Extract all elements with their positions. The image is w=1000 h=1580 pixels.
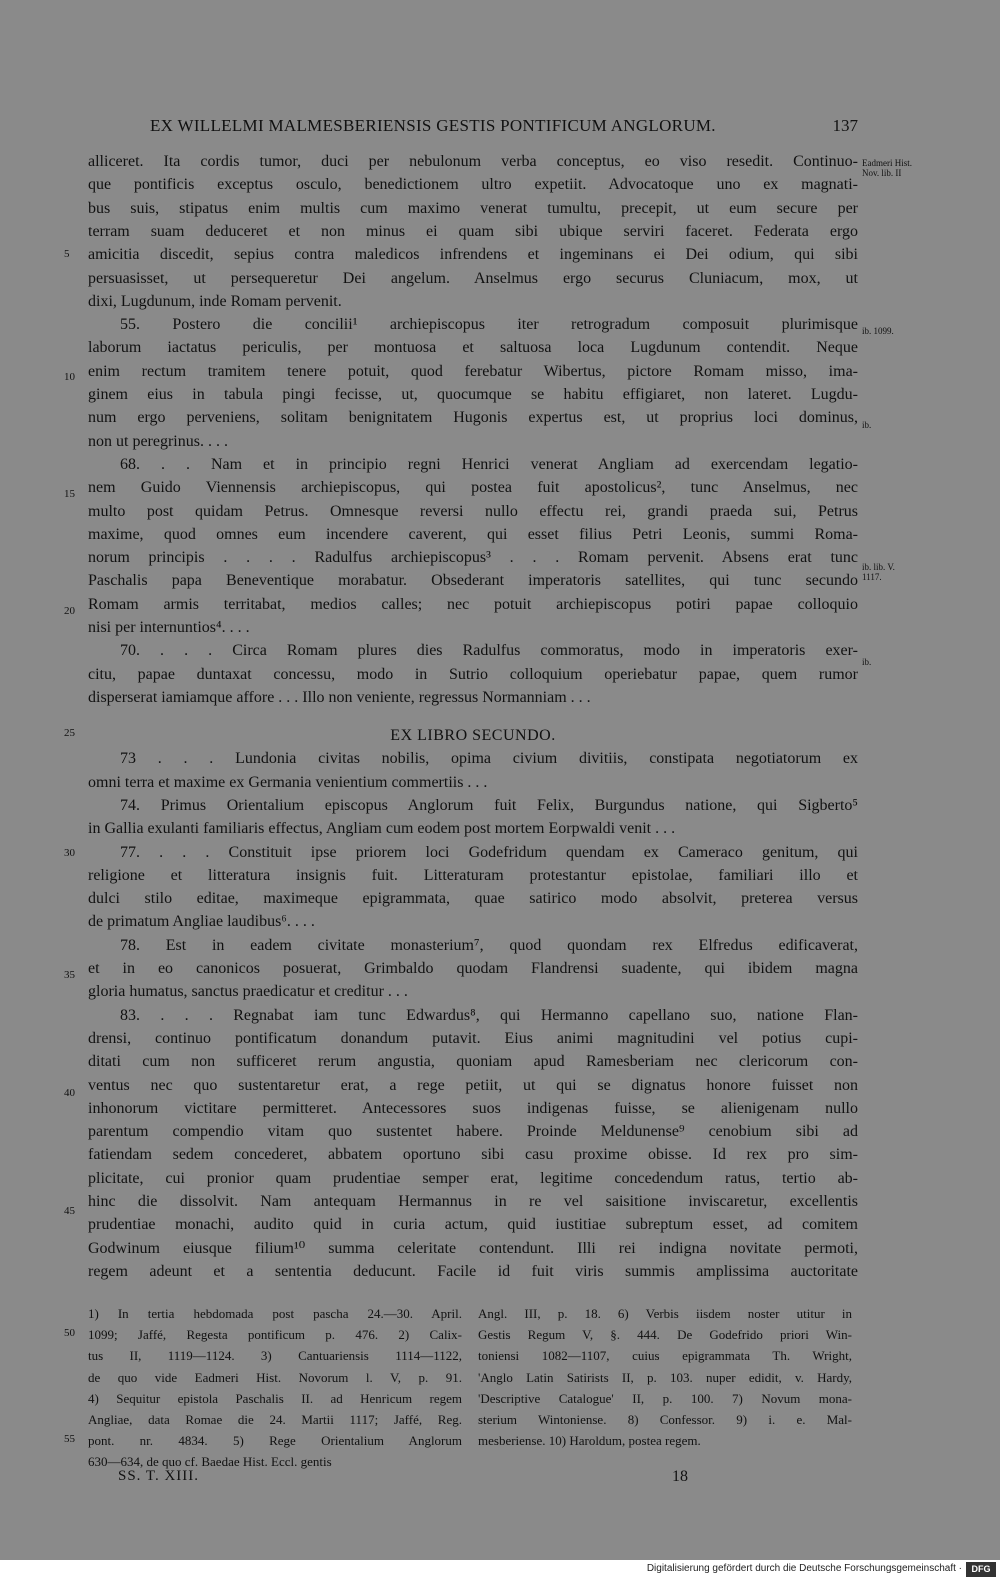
running-title: EX WILLELMI MALMESBERIENSIS GESTIS PONTIFICUM ANGLORUM. — [150, 116, 716, 135]
marginal-note: ib. 1099. — [862, 326, 894, 336]
marginal-note: ib. lib. V. 1117. — [862, 562, 895, 582]
footnote-line: 4) Sequitur epistola Paschalis II. ad Henricum regem — [88, 1390, 462, 1406]
text-line: num ergo perveniens, solitam benignitatem Hugonis expertus est, ut proprius loci dominus, — [88, 409, 858, 427]
line-number: 50 — [64, 1327, 75, 1339]
text-line: omni terra et maxime ex Germania venientium commertiis . . . — [88, 773, 488, 791]
text-line: et in eo canonicos posuerat, Grimbaldo quodam Flandrensi suadente, qui ibidem magna — [88, 960, 858, 977]
text-line: parentum compendio vitam quo sustentet habere. Proinde Meldunense⁹ cenobium sibi ad — [88, 1123, 858, 1141]
line-number: 20 — [64, 605, 75, 617]
footnote-line: toniensi 1082—1107, cuius epigrammata Th. Wright, — [478, 1348, 852, 1364]
text-line: maxime, quod omnes eum incendere caverent, qui esset filius Petri Leonis, summi Roma- — [88, 525, 858, 543]
text-line: de primatum Angliae laudibus⁶. . . . — [88, 913, 315, 931]
text-line: regem adeunt et a sententia deducunt. Facile id fuit viris summis amplissima auctoritate — [88, 1262, 858, 1280]
footnote-line: Angl. III, p. 18. 6) Verbis iisdem noster utitur in — [478, 1306, 852, 1321]
text-line: multo post quidam Petrus. Omnesque reversi nullo effectu rei, grandi praeda sui, Petrus — [88, 502, 858, 520]
line-number: 40 — [64, 1087, 75, 1099]
text-line: terram suam deduceret et non minus ei quam sibi ubique serviri faceret. Federata ergo — [88, 222, 858, 240]
footnote-line: tus II, 1119—1124. 3) Cantuariensis 1114—1122, — [88, 1348, 462, 1364]
text-line: disperserat iamiamque affore . . . Illo non veniente, regressus Normanniam . . . — [88, 688, 591, 706]
footnote-line: 1) In tertia hebdomada post pascha 24.—30. April. — [88, 1306, 462, 1321]
text-line: non ut peregrinus. . . . — [88, 432, 228, 450]
text-line: prudentiae monachi, audito quid in curia actum, quid iustitiae subreptum esset, ad comitem — [88, 1216, 858, 1234]
text-line: 70. . . . Circa Romam plures dies Radulfus commoratus, modo in imperatoris exer- — [120, 642, 858, 660]
marginal-note: Eadmeri Hist. Nov. lib. II — [862, 158, 912, 178]
text-line: 68. . . Nam et in principio regni Henrici venerat Angliam ad exercendam legatio- — [120, 455, 858, 473]
text-line: plicitate, cui pronior quam prudentiae semper erat, legitime concedendum ratus, tertio ab- — [88, 1169, 858, 1187]
text-line: Godwinum eiusque filium¹⁰ summa celeritate contendunt. Illi rei indigna novitate permoti, — [88, 1239, 858, 1257]
line-number: 5 — [64, 248, 70, 260]
text-line: Paschalis papa Beneventique morabatur. Obsederant imperatoris satellites, qui tunc secundo — [88, 572, 858, 590]
text-line: drensi, continuo pontificatum donandum putavit. Eius animi magnitudini vel potius cupi- — [88, 1029, 858, 1047]
text-line: fatiendam sedem concederet, abbatem oportuno sibi casu proxime obisse. Id rex pro sim- — [88, 1146, 858, 1164]
text-line: que pontificis exceptus osculo, benedictionem ultro expetiit. Advocatoque uno ex magnati- — [88, 176, 858, 194]
footnote-line: 'Descriptive Catalogue' II, p. 100. 7) Novum mona- — [478, 1390, 852, 1406]
footnote-line: mesberiense. 10) Haroldum, postea regem. — [478, 1433, 701, 1449]
text-line: ventus nec quo sustentaretur erat, a rege petiit, ut qui se dignatus honore fuisset non — [88, 1076, 858, 1094]
text-line: in Gallia exulanti familiaris effectus, Angliam cum eodem post mortem Eorpwaldi venit . . . — [88, 820, 676, 838]
text-line: Romam armis territabat, medios calles; nec potuit archiepiscopus potiri papae colloquio — [88, 595, 858, 613]
section-heading: EX LIBRO SECUNDO. — [390, 727, 556, 744]
digitization-bar — [0, 1560, 1000, 1580]
line-number: 55 — [64, 1433, 75, 1445]
text-line: bus suis, stipatus enim multis cum maximo venerat tumultu, precepit, ut eum secure per — [88, 199, 858, 217]
text-line: laborum iactatus periculis, per montuosa et saltuosa loca Lugdunum contendit. Neque — [88, 339, 858, 357]
footnote-line: sterium Wintoniense. 8) Confessor. 9) i. e. Mal- — [478, 1411, 852, 1427]
text-line: citu, papae duntaxat concessu, modo in Sutrio colloquium operiebatur papae, quem rumor — [88, 665, 858, 683]
digitization-credit: Digitalisierung gefördert durch die Deutsche Forschungsgemeinschaft · — [646, 1563, 962, 1574]
footnote-line: pont. nr. 4834. 5) Rege Orientalium Anglorum — [88, 1433, 462, 1449]
footnotes-left — [88, 1303, 462, 1473]
text-line: persuasisset, ut persequeretur Dei angelum. Anselmus ergo securus Cluniacum, mox, ut — [88, 269, 858, 287]
text-line: gloria humatus, sanctus praedicatur et creditur . . . — [88, 983, 408, 1001]
line-number: 30 — [64, 847, 75, 859]
line-number: 45 — [64, 1205, 75, 1217]
text-line: enim rectum tramitem tenere potuit, quod ferebatur Wibertus, pictore Romam misso, ima- — [88, 362, 858, 380]
text-line: 77. . . . Constituit ipse priorem loci Godefridum quendam ex Cameraco genitum, qui — [120, 843, 858, 861]
footnote-line: Gestis Regum V, §. 444. De Godefrido priori Win- — [478, 1327, 852, 1343]
footnote-line: 'Anglo Latin Satirists II, p. 103. nuper edidit, v. Hardy, — [478, 1369, 852, 1385]
footnote-line: de quo vide Eadmeri Hist. Novorum l. V, p. 91. — [88, 1369, 462, 1385]
footnote-line: 630—634, de quo cf. Baedae Hist. Eccl. gentis — [88, 1454, 332, 1470]
text-line: alliceret. Ita cordis tumor, duci per nebulonum verba conceptus, eo viso resedit. Continuo- — [88, 153, 858, 170]
line-number: 25 — [64, 727, 75, 739]
line-number: 35 — [64, 969, 75, 981]
text-line: nem Guido Viennensis archiepiscopus, qui postea fuit apostolicus², tunc Anselmus, nec — [88, 479, 858, 497]
text-line: dixi, Lugdunum, inde Romam pervenit. — [88, 292, 342, 310]
footnotes-right — [478, 1303, 852, 1451]
text-line: 74. Primus Orientalium episcopus Anglorum fuit Felix, Burgundus natione, qui Sigberto⁵ — [120, 796, 858, 814]
marginal-note: ib. — [862, 657, 872, 667]
sheet-number: 18 — [672, 1468, 688, 1485]
line-number: 15 — [64, 488, 75, 500]
text-line: 78. Est in eadem civitate monasterium⁷, quod quondam rex Elfredus edificaverat, — [120, 936, 858, 954]
signature-mark: SS. T. XIII. — [118, 1468, 200, 1484]
line-number: 10 — [64, 371, 75, 383]
text-line: norum principis . . . . Radulfus archiepiscopus³ . . . Romam pervenit. Absens erat tunc — [88, 549, 858, 567]
text-line: amicitia discedit, sepius contra maledicos infrendens et ingeminans ei Dei odium, qui sibi — [88, 246, 858, 264]
running-header — [88, 116, 858, 140]
text-line: 55. Postero die concilii¹ archiepiscopus iter retrogradum composuit plurimisque — [120, 316, 858, 334]
page-number: 137 — [832, 116, 858, 135]
text-line: ditati cum non sufficeret rerum angustia, quoniam apud Ramesberiam nec clericorum con- — [88, 1053, 858, 1071]
footnote-line: 1099; Jaffé, Regesta pontificum p. 476. 2) Calix- — [88, 1327, 462, 1343]
footnote-line: Angliae, data Romae die 24. Martii 1117; Jaffé, Reg. — [88, 1411, 462, 1427]
text-line: inhonorum victitare permitteret. Antecessores suos indigenas fuisse, se alienigenam nullo — [88, 1099, 858, 1117]
marginal-note: ib. — [862, 420, 872, 430]
text-line: ginem eius in tabula pingi fecisse, ut, quocumque se habitu effigiaret, non lateret. Lugdu- — [88, 386, 858, 403]
text-line: nisi per internuntios⁴. . . . — [88, 619, 250, 636]
text-line: dulci stilo editae, maximeque epigrammata, quae satirico modo absolvit, preterea versus — [88, 890, 858, 908]
text-line: 83. . . . Regnabat iam tunc Edwardus⁸, qui Hermanno capellano suo, natione Flan- — [120, 1006, 858, 1024]
text-line: religione et litteratura insignis fuit. Litteraturam protestantur epistolae, familiari illo et — [88, 866, 858, 884]
text-line: 73 . . . Lundonia civitas nobilis, opima civium divitiis, constipata negotiatorum ex — [120, 750, 858, 768]
text-line: hinc die dissolvit. Nam antequam Hermannus in re vel saisitione inviscaretur, excellentis — [88, 1193, 858, 1210]
dfg-logo-icon: DFG — [966, 1562, 996, 1577]
